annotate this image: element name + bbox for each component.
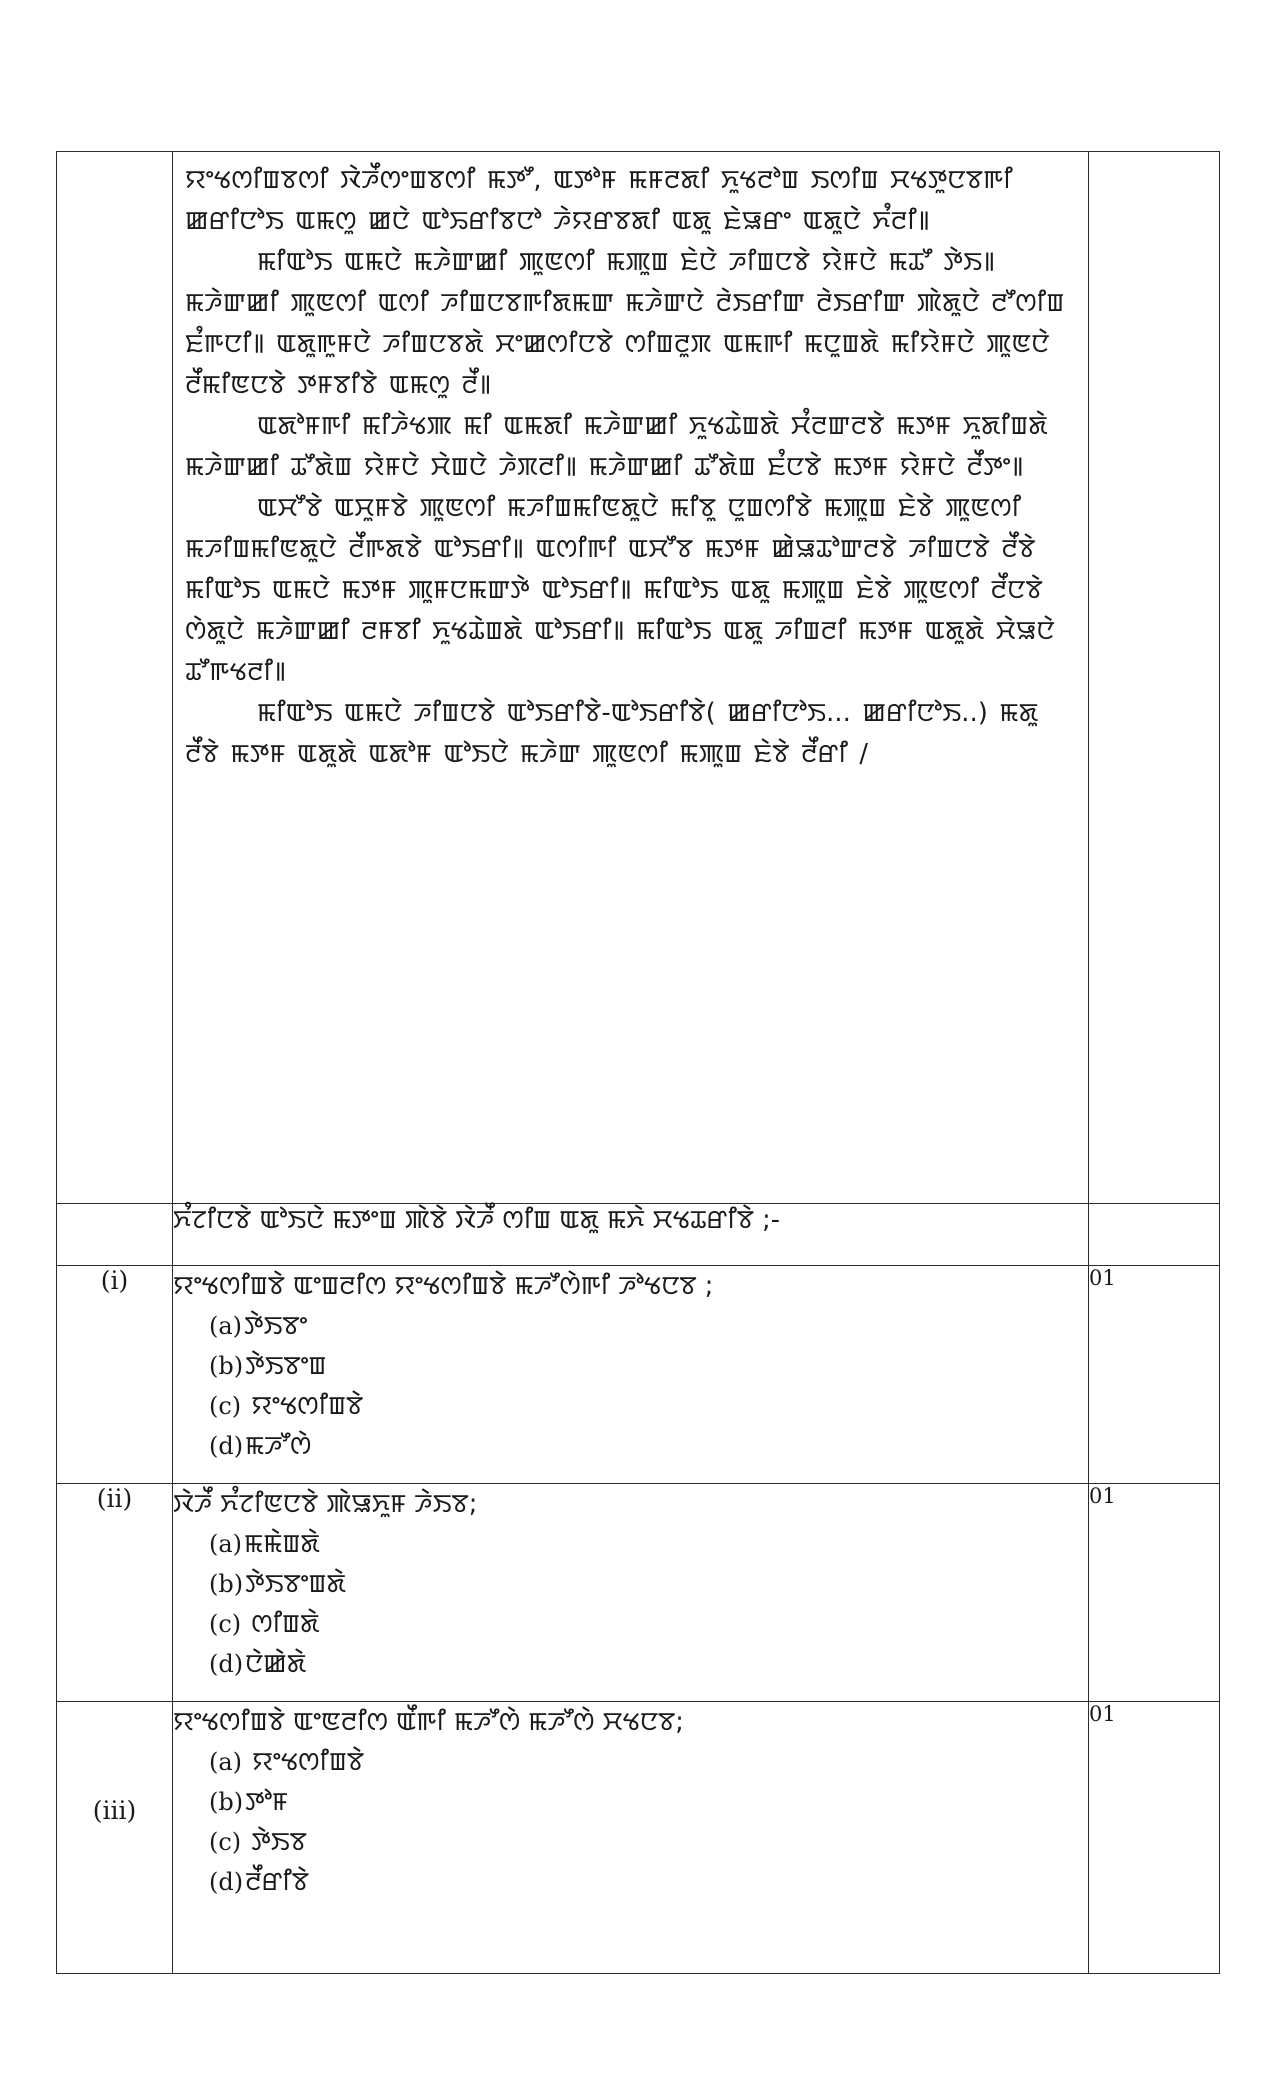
passage-paragraph: ꯌꯦꯠꯁꯤꯡꯕꯁꯤ ꯋꯥꯍꯩꯁꯦꯡꯕꯁꯤ ꯃꯇꯧ, ꯑꯇꯣꯝ ꯃꯝꯂꯗꯤ ꯈꯨꯠꯂꯣꯡ ꯏꯁꯤꯡ ꯆꯠꯇꯨꯅꯕꯒꯤ ꯀꯔꯤꯅꯣꯏ ꯑꯃꯁꯨ ꯀꯅꯥ ꯑꯣꯢꯔꯤꯕꯅꯣ ꯍꯥꯌꯔꯕꯗꯤ ꯑꯗꯨ ꯐꯥꯎꯔꯦ ꯑꯗꯨꯅꯥ ꯈꯪꯂꯤ꯫: [185, 165, 1013, 236]
option-letter: (b): [209, 1352, 244, 1380]
option-text: ꯌꯦꯠꯁꯤꯡꯕꯥ: [252, 1747, 365, 1777]
question-row: [57, 1266, 1220, 1484]
option-text: ꯇꯥꯏꯕꯦ: [244, 1311, 308, 1341]
passage-marks-cell: [1089, 152, 1220, 1204]
option-letter: (c): [209, 1610, 242, 1638]
option-letter: (c): [209, 1392, 242, 1420]
question-number: (i): [57, 1266, 173, 1484]
option-item: [209, 1782, 1088, 1822]
question-marks: 01: [1089, 1484, 1220, 1702]
option-item: [209, 1306, 1088, 1346]
option-text: ꯁꯤꯡꯗꯥ: [251, 1609, 320, 1639]
option-text: ꯅꯥꯀꯥꯗꯥ: [245, 1649, 307, 1679]
option-text: ꯌꯦꯠꯁꯤꯡꯕꯥ: [251, 1391, 364, 1421]
question-stem: ꯌꯦꯠꯁꯤꯡꯕꯥ ꯑꯦꯡꯂꯤꯁ ꯌꯦꯠꯁꯤꯡꯕꯥ ꯃꯍꯧꯁꯥꯒꯤ ꯍꯣꯠꯅꯕ ;: [173, 1271, 714, 1301]
question-row: [57, 1484, 1220, 1702]
option-text: ꯃꯍꯧꯁꯥ: [245, 1431, 312, 1461]
option-letter: (a): [209, 1530, 243, 1558]
question-marks: 01: [1089, 1266, 1220, 1484]
option-list: [173, 1306, 1088, 1466]
passage-paragraph: ꯃꯤꯑꯣꯏ ꯑꯃꯅꯥ ꯍꯤꯡꯅꯕꯥ ꯑꯣꯏꯔꯤꯕꯥ-ꯑꯣꯏꯔꯤꯕꯥ( ꯀꯔꯤꯅꯣꯏ... ꯀꯔꯤꯅꯣꯏ..) ꯃꯗꯨ ꯂꯩꯕꯥ ꯃꯇꯝ ꯑꯗꯨꯗꯥ ꯑꯗꯣꯝ ꯑꯣꯏꯅꯥ ꯃꯍꯥꯛ ꯄꯨꯟꯁꯤ ꯃꯄꯨꯡ ꯐꯥꯕꯥ ꯂꯩꯔꯤ /: [185, 698, 1039, 769]
question-body: [173, 1484, 1089, 1702]
option-item: [209, 1346, 1088, 1386]
option-item: [209, 1386, 1088, 1426]
instruction-text: ꯈꯪꯖꯤꯅꯕꯥ ꯑꯣꯏꯅꯥ ꯃꯇꯦꯡ ꯄꯥꯕꯥ ꯋꯥꯍꯩ ꯁꯤꯡ ꯑꯗꯨ ꯃꯈꯥ ꯆꯠꯊꯔꯤꯕꯥ ;-: [173, 1204, 1089, 1266]
question-number: (iii): [57, 1702, 173, 1974]
option-list: [173, 1524, 1088, 1684]
question-row: [57, 1702, 1220, 1974]
option-item: [209, 1862, 1088, 1902]
option-item: [209, 1742, 1088, 1782]
option-letter: (d): [209, 1432, 244, 1460]
instruction-marks-cell: [1089, 1204, 1220, 1266]
option-letter: (d): [209, 1868, 244, 1896]
question-marks: 01: [1089, 1702, 1220, 1974]
option-text: ꯃꯃꯥꯡꯗꯥ: [244, 1529, 320, 1559]
option-item: [209, 1564, 1088, 1604]
passage-cell: [173, 152, 1089, 1204]
question-stem: ꯋꯥꯍꯩ ꯈꯪꯖꯤꯟꯅꯕꯥ ꯄꯥꯎꯈꯨꯝ ꯍꯥꯏꯕ;: [173, 1489, 478, 1519]
passage-paragraph: ꯃꯤꯑꯣꯏ ꯑꯃꯅꯥ ꯃꯍꯥꯛꯀꯤ ꯄꯨꯟꯁꯤ ꯃꯄꯨꯡ ꯐꯥꯅꯥ ꯍꯤꯡꯅꯕꯥ ꯌꯥꯝꯅꯥ ꯃꯊꯧ ꯇꯥꯏ꯫ ꯃꯍꯥꯛꯀꯤ ꯄꯨꯟꯁꯤ ꯑꯁꯤ ꯍꯤꯡꯅꯕꯒꯤꯗꯃꯛ ꯃꯍꯥꯛꯅꯥ ꯂꯥꯏꯔꯤꯛ ꯂꯥꯏꯔꯤꯛ ꯄꯥꯗꯨꯅꯥ ꯂꯧꯁꯤꯡ ꯐꯪꯒꯅꯤ꯫ ꯑꯗꯨꯒꯨꯝꯅꯥ ꯍꯤꯡꯅꯕꯗꯥ ꯆꯦꯀꯁꯤꯅꯕꯥ ꯁꯤꯡꯂꯨꯞ ꯑꯃꯒꯤ ꯃꯅꯨꯡꯗꯥ ꯃꯤꯌꯥꯝꯅꯥ ꯄꯨꯟꯅꯥ ꯂꯩꯃꯤꯟꯅꯕꯥ ꯇꯝꯕꯤꯕꯥ ꯑꯃꯁꯨ ꯂꯩ꯫: [185, 247, 1065, 400]
passage-text: [173, 152, 1088, 1203]
passage-paragraph: ꯑꯗꯣꯝꯒꯤ ꯃꯤꯍꯥꯠꯄ ꯃꯤ ꯑꯃꯗꯤ ꯃꯍꯥꯛꯀꯤ ꯈꯨꯠꯊꯥꯡꯗꯥ ꯆꯪꯂꯛꯂꯕꯥ ꯃꯇꯝ ꯈꯨꯗꯤꯡꯗꯥ ꯃꯍꯥꯛꯀꯤ ꯊꯧꯗꯥꯡ ꯌꯥꯝꯅꯥ ꯆꯥꯡꯅꯥ ꯍꯥꯞꯂꯤ꯫ ꯃꯍꯥꯛꯀꯤ ꯊꯧꯗꯥꯡ ꯐꯪꯅꯕꯥ ꯃꯇꯝ ꯌꯥꯝꯅꯥ ꯂꯩꯇꯦ꯫: [185, 411, 1048, 482]
question-body: [173, 1702, 1089, 1974]
option-text: ꯇꯥꯏꯕꯦꯡꯗꯥ: [245, 1569, 346, 1599]
option-letter: (a): [209, 1748, 243, 1776]
question-body: [173, 1266, 1089, 1484]
question-stem: ꯌꯦꯠꯁꯤꯡꯕꯥ ꯑꯦꯟꯂꯤꯁ ꯑꯩꯒꯤ ꯃꯍꯧꯁꯥ ꯃꯍꯧꯁꯥ ꯆꯠꯅꯕ;: [173, 1707, 684, 1737]
option-letter: (b): [209, 1570, 244, 1598]
instruction-number-cell: [57, 1204, 173, 1266]
option-item: [209, 1604, 1088, 1644]
option-text: ꯇꯣꯝ: [245, 1787, 289, 1817]
instruction-row: [57, 1204, 1220, 1266]
option-letter: (d): [209, 1650, 244, 1678]
question-number: (ii): [57, 1484, 173, 1702]
passage-paragraph: ꯑꯆꯧꯕꯥ ꯑꯆꯨꯝꯕꯥ ꯄꯨꯟꯁꯤ ꯃꯍꯤꯡꯃꯤꯟꯗꯨꯅꯥ ꯃꯤꯕꯨ ꯅꯨꯡꯁꯤꯕꯥ ꯃꯄꯨꯡ ꯐꯥꯕꯥ ꯄꯨꯟꯁꯤ ꯃꯍꯤꯡꯃꯤꯟꯗꯨꯅꯥ ꯂꯩꯒꯗꯕꯥ ꯑꯣꯏꯔꯤ꯫ ꯑꯁꯤꯒꯤ ꯑꯆꯧꯕ ꯃꯇꯝ ꯀꯥꯎꯊꯣꯛꯂꯕꯥ ꯍꯤꯡꯅꯕꯥ ꯂꯩꯕꯥ ꯃꯤꯑꯣꯏ ꯑꯃꯅꯥ ꯃꯇꯝ ꯄꯨꯝꯅꯃꯛꯇꯥ ꯑꯣꯏꯔꯤ꯫ ꯃꯤꯑꯣꯏ ꯑꯗꯨ ꯃꯄꯨꯡ ꯐꯥꯕꯥ ꯄꯨꯟꯁꯤ ꯂꯩꯅꯕꯥ ꯁꯥꯗꯨꯅꯥ ꯃꯍꯥꯛꯀꯤ ꯂꯝꯕꯤ ꯈꯨꯠꯊꯥꯡꯗꯥ ꯑꯣꯏꯔꯤ꯫ ꯃꯤꯑꯣꯏ ꯑꯗꯨ ꯍꯤꯡꯂꯤ ꯃꯇꯝ ꯑꯗꯨꯗꯥ ꯆꯥꯎꯅꯥ ꯊꯧꯒꯠꯂꯤ꯫: [185, 493, 1055, 687]
option-item: [209, 1644, 1088, 1684]
option-list: [173, 1742, 1088, 1902]
option-letter: (c): [209, 1828, 242, 1856]
passage-number-cell: [57, 152, 173, 1204]
passage-row: [57, 152, 1220, 1204]
option-text: ꯇꯥꯏꯕ: [251, 1827, 307, 1857]
option-text: ꯇꯥꯏꯕꯦꯡ: [245, 1351, 327, 1381]
option-letter: (b): [209, 1788, 244, 1816]
question-table: [56, 151, 1220, 1974]
option-item: [209, 1822, 1088, 1862]
option-item: [209, 1426, 1088, 1466]
option-text: ꯂꯩꯔꯤꯕꯥ: [245, 1867, 310, 1897]
option-letter: (a): [209, 1312, 243, 1340]
option-item: [209, 1524, 1088, 1564]
